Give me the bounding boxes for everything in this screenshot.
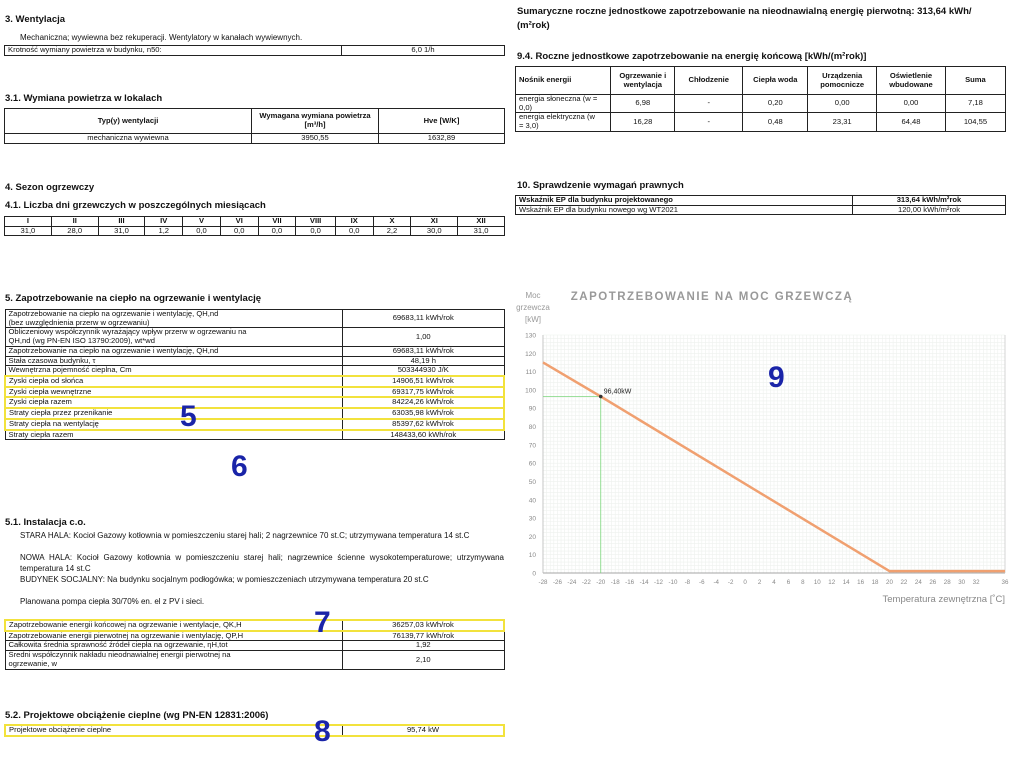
x-tick-label: 36 bbox=[1001, 579, 1009, 586]
table-row bbox=[5, 366, 504, 376]
col-header: Wymagana wymiana powietrza [m³/h] bbox=[252, 109, 379, 134]
table-row bbox=[5, 387, 504, 398]
design-load-table bbox=[4, 724, 505, 737]
row-label-text: = 3,0) bbox=[519, 121, 539, 131]
row-label bbox=[5, 310, 343, 328]
table-cell: 16,28 bbox=[611, 113, 675, 131]
row-value: 120,00 kWh/m²rok bbox=[853, 205, 1006, 215]
row-label-text: Zapotrzebowanie energii końcowej na ogrzewanie i wentylacje, QK,H bbox=[9, 620, 242, 629]
row-label bbox=[5, 366, 343, 376]
month-header: XII bbox=[458, 217, 505, 227]
row-value: 63035,98 kWh/rok bbox=[343, 408, 505, 419]
row-value: 85397,62 kWh/rok bbox=[343, 419, 505, 430]
x-tick-label: -8 bbox=[684, 579, 691, 586]
row-label-text: Całkowita średnia sprawność źródeł ciepła na ogrzewanie, ηH,tot bbox=[8, 640, 228, 650]
x-tick-label: 16 bbox=[857, 579, 865, 586]
x-tick-label: 20 bbox=[886, 579, 893, 586]
month-header: I bbox=[5, 217, 52, 227]
y-tick-label: 110 bbox=[525, 369, 536, 377]
row-label-text: Obliczeniowy współczynnik wyrażający wpływ przerw w ogrzewaniu na bbox=[8, 327, 247, 337]
month-days: 0,0 bbox=[220, 226, 258, 236]
x-tick-label: 6 bbox=[786, 579, 791, 586]
row-value: 1,92 bbox=[343, 641, 505, 651]
y-tick-label: 60 bbox=[528, 460, 536, 468]
section-5-title: 5. Zapotrzebowanie na ciepło na ogrzewanie i wentylację bbox=[5, 293, 262, 304]
y-tick-label: 30 bbox=[528, 515, 536, 523]
section-3-desc: Mechaniczna; wywiewna bez rekuperacji. Wentylatory w kanałach wywiewnych. bbox=[20, 33, 303, 42]
x-tick-label: -24 bbox=[567, 579, 577, 586]
month-days: 0,0 bbox=[296, 226, 336, 236]
section-3-title: 3. Wentylacja bbox=[5, 14, 66, 25]
month-header: III bbox=[98, 217, 145, 227]
x-tick-label: 2 bbox=[757, 579, 762, 586]
energy-demand-table bbox=[4, 619, 505, 670]
x-tick-label: 12 bbox=[828, 579, 836, 586]
y-tick-label: 130 bbox=[525, 332, 536, 340]
table-cell: 0,00 bbox=[877, 95, 946, 113]
heating-days-table bbox=[4, 216, 505, 236]
table-cell: 3950,55 bbox=[252, 134, 379, 144]
x-tick-label: 22 bbox=[900, 579, 908, 586]
table-row bbox=[5, 430, 504, 440]
month-header: V bbox=[183, 217, 221, 227]
row-label-text: energia słoneczna (w = bbox=[519, 94, 598, 103]
table-cell: 0,48 bbox=[743, 113, 808, 131]
x-tick-label: -22 bbox=[581, 579, 591, 586]
section-52-title: 5.2. Projektowe obciążenie cieplne (wg PN-EN 12831:2006) bbox=[5, 710, 269, 721]
row-label-text: Zyski ciepła wewnętrzne bbox=[9, 386, 92, 396]
row-label bbox=[5, 408, 343, 419]
section-41-title: 4.1. Liczba dni grzewczych w poszczególnych miesiącach bbox=[5, 200, 266, 211]
y-tick-label: 20 bbox=[528, 533, 536, 541]
row-label bbox=[5, 387, 343, 398]
table-cell: - bbox=[675, 95, 743, 113]
marker-9: 9 bbox=[768, 361, 785, 394]
table-row bbox=[5, 310, 504, 328]
month-header: IX bbox=[335, 217, 373, 227]
table-row bbox=[516, 196, 1006, 206]
installation-paragraph: BUDYNEK SOCJALNY: Na budynku socjalnym podłogówka; w pomieszczeniach utrzymywana temperatura 20 st.C bbox=[20, 575, 429, 584]
month-days: 0,0 bbox=[335, 226, 373, 236]
row-value: 313,64 kWh/m²rok bbox=[853, 196, 1006, 206]
month-days: 31,0 bbox=[458, 226, 505, 236]
table-cell: 0,00 bbox=[808, 95, 877, 113]
x-tick-label: -2 bbox=[727, 579, 734, 586]
n50-label: Krotność wymiany powietrza w budynku, n50: bbox=[5, 46, 342, 56]
chart-svg bbox=[510, 283, 1022, 608]
header-row bbox=[516, 67, 1006, 95]
y-tick-label: 70 bbox=[528, 442, 536, 450]
marker-6: 6 bbox=[231, 450, 248, 483]
installation-paragraph: Planowana pompa ciepła 30/70% en. el z PV i sieci. bbox=[20, 597, 205, 606]
x-tick-label: 18 bbox=[871, 579, 879, 586]
row-label-text: Zapotrzebowanie energii pierwotnej na ogrzewanie i wentylację, QP,H bbox=[8, 630, 244, 640]
x-tick-label: 24 bbox=[914, 579, 922, 586]
table-cell: 6,98 bbox=[611, 95, 675, 113]
installation-paragraph: NOWA HALA: Kocioł Gazowy kotłownia w pomieszczeniu starej hali; nagrzewnice ścienne wysokotemperaturowe; utrzymywana temperatura 14 st.C bbox=[20, 553, 504, 573]
summary-line-1: Sumaryczne roczne jednostkowe zapotrzebowanie na nieodnawialną energię pierwotną: 313,64 kWh/ bbox=[517, 6, 972, 17]
month-header: XI bbox=[411, 217, 458, 227]
x-tick-label: 28 bbox=[943, 579, 951, 586]
row-label-text: Średni współczynnik nakładu nieodnawialnej energii pierwotnej na bbox=[8, 650, 231, 660]
row-value: 69317,75 kWh/rok bbox=[343, 387, 505, 398]
x-tick-label: 30 bbox=[958, 579, 966, 586]
annotation-label: 96,40kW bbox=[603, 388, 632, 396]
row-label-text: Zyski ciepła razem bbox=[9, 397, 72, 407]
x-tick-label: 8 bbox=[801, 579, 805, 586]
row-label-text: ogrzewanie, w bbox=[8, 658, 58, 668]
row-label-text: Straty ciepła na wentylację bbox=[9, 418, 99, 428]
y-tick-label: 90 bbox=[528, 405, 536, 413]
table-cell: 64,48 bbox=[877, 113, 946, 131]
row-value: 69683,11 kWh/rok bbox=[343, 310, 505, 328]
col-header: Hve [W/K] bbox=[379, 109, 505, 134]
row-label-text: (bez uwzględnienia przerw w ogrzewaniu) bbox=[8, 317, 150, 327]
y-axis-label: [kW] bbox=[525, 315, 541, 324]
x-tick-label: -10 bbox=[668, 579, 678, 586]
y-axis-label: grzewcza bbox=[516, 303, 550, 312]
col-header: Suma bbox=[945, 67, 1005, 95]
table-row bbox=[5, 408, 504, 419]
table-cell: 0,20 bbox=[743, 95, 808, 113]
month-header: X bbox=[373, 217, 411, 227]
x-tick-label: 0 bbox=[743, 579, 747, 586]
row-label-text: Straty ciepła przez przenikanie bbox=[9, 408, 113, 418]
row-value: 148433,60 kWh/rok bbox=[343, 430, 505, 440]
row-value: 48,19 h bbox=[343, 356, 505, 366]
row-label bbox=[5, 430, 343, 440]
month-header: VIII bbox=[296, 217, 336, 227]
row-value: 2,10 bbox=[343, 651, 505, 669]
row-label bbox=[5, 328, 343, 346]
row-label-text: energia elektryczna (w bbox=[519, 112, 595, 122]
row-label-text: Straty ciepła razem bbox=[8, 429, 74, 439]
x-tick-label: 10 bbox=[813, 579, 821, 586]
row-label bbox=[5, 397, 343, 408]
x-tick-label: -16 bbox=[625, 579, 635, 586]
y-tick-label: 50 bbox=[528, 478, 536, 486]
n50-value: 6,0 1/h bbox=[342, 46, 505, 56]
row-value: 1,00 bbox=[343, 328, 505, 346]
legal-check-table bbox=[515, 195, 1006, 215]
row-value: 36257,03 kWh/rok bbox=[343, 620, 505, 631]
table-cell: - bbox=[675, 113, 743, 131]
table-cell: 1632,89 bbox=[379, 134, 505, 144]
final-energy-table bbox=[515, 66, 1006, 132]
installation-paragraph: STARA HALA: Kocioł Gazowy kotłownia w pomieszczeniu starej hali; 2 nagrzewnice 70 st.C; utrzymywana temperatura 14 st.C bbox=[20, 531, 470, 540]
heat-demand-table bbox=[4, 309, 505, 440]
section-31-title: 3.1. Wymiana powietrza w lokalach bbox=[5, 93, 163, 104]
design-load-label: Projektowe obciążenie cieplne bbox=[5, 725, 343, 736]
row-label-text: Zapotrzebowanie na ciepło na ogrzewanie i wentylację, QH,nd bbox=[8, 345, 219, 355]
summary-line-2: (m²rok) bbox=[517, 20, 550, 31]
row-label bbox=[5, 376, 343, 387]
annotation-point bbox=[599, 395, 603, 399]
row-label bbox=[5, 419, 343, 430]
table-cell: 104,55 bbox=[945, 113, 1005, 131]
x-tick-label: -6 bbox=[699, 579, 705, 586]
row-value: 69683,11 kWh/rok bbox=[343, 346, 505, 356]
row-value: 84224,26 kWh/rok bbox=[343, 397, 505, 408]
month-days: 31,0 bbox=[98, 226, 145, 236]
table-row bbox=[5, 620, 504, 631]
row-label: Wskaźnik EP dla budynku projektowanego bbox=[516, 196, 853, 206]
y-tick-label: 80 bbox=[528, 424, 536, 432]
row-label-text: Stała czasowa budynku, τ bbox=[8, 355, 96, 365]
design-load-value: 95,74 kW bbox=[343, 725, 505, 736]
table-cell: 23,31 bbox=[808, 113, 877, 131]
month-days: 30,0 bbox=[411, 226, 458, 236]
x-tick-label: 4 bbox=[772, 579, 776, 586]
section-4-title: 4. Sezon ogrzewczy bbox=[5, 182, 95, 193]
ventilation-table bbox=[4, 45, 505, 56]
x-tick-label: -12 bbox=[654, 579, 663, 586]
table-row bbox=[5, 328, 504, 346]
col-header: Oświetlenie wbudowane bbox=[877, 67, 946, 95]
month-days: 2,2 bbox=[373, 226, 411, 236]
table-row bbox=[5, 651, 504, 669]
month-header: VI bbox=[220, 217, 258, 227]
row-label-text: Zapotrzebowanie na ciepło na ogrzewanie i wentylację, QH,nd bbox=[8, 309, 219, 318]
month-days: 28,0 bbox=[51, 226, 98, 236]
x-tick-label: 32 bbox=[972, 579, 980, 586]
marker-5: 5 bbox=[180, 400, 197, 433]
x-axis-label: Temperatura zewnętrzna [˚C] bbox=[882, 594, 1005, 605]
row-label bbox=[516, 95, 611, 113]
table-row bbox=[516, 205, 1006, 215]
row-value: 14906,51 kWh/rok bbox=[343, 376, 505, 387]
month-header: II bbox=[51, 217, 98, 227]
section-94-title: 9.4. Roczne jednostkowe zapotrzebowanie na energię końcową [kWh/(m²rok)] bbox=[517, 51, 867, 62]
row-label-text: Zyski ciepła od słońca bbox=[9, 376, 84, 386]
month-header: IV bbox=[145, 217, 183, 227]
col-header: Urządzenia pomocnicze bbox=[808, 67, 877, 95]
section-51-title: 5.1. Instalacja c.o. bbox=[5, 517, 86, 528]
row-value: 76139,77 kWh/rok bbox=[343, 631, 505, 641]
col-header: Ogrzewanie i wentylacja bbox=[611, 67, 675, 95]
table-row bbox=[516, 113, 1006, 131]
table-cell: mechaniczna wywiewna bbox=[5, 134, 252, 144]
y-tick-label: 120 bbox=[525, 350, 536, 358]
month-header: VII bbox=[258, 217, 296, 227]
col-header: Nośnik energii bbox=[516, 67, 611, 95]
row-label bbox=[5, 651, 343, 669]
x-tick-label: -26 bbox=[552, 579, 562, 586]
col-header: Ciepła woda bbox=[743, 67, 808, 95]
col-header: Chłodzenie bbox=[675, 67, 743, 95]
row-label bbox=[5, 346, 343, 356]
y-axis-label: Moc bbox=[525, 291, 541, 300]
y-tick-label: 10 bbox=[528, 552, 536, 560]
table-row bbox=[5, 631, 504, 641]
row-label bbox=[5, 620, 343, 631]
heating-power-chart bbox=[510, 283, 1022, 608]
marker-7: 7 bbox=[314, 606, 331, 639]
table-row bbox=[5, 376, 504, 387]
row-label bbox=[5, 631, 343, 641]
air-exchange-table bbox=[4, 108, 505, 144]
month-days: 31,0 bbox=[5, 226, 52, 236]
section-10-title: 10. Sprawdzenie wymagań prawnych bbox=[517, 180, 684, 191]
month-days: 1,2 bbox=[145, 226, 183, 236]
y-tick-label: 40 bbox=[528, 497, 536, 505]
month-days: 0,0 bbox=[258, 226, 296, 236]
month-days: 0,0 bbox=[183, 226, 221, 236]
row-label: Wskaźnik EP dla budynku nowego wg WT2021 bbox=[516, 205, 853, 215]
x-tick-label: -14 bbox=[639, 579, 649, 586]
x-tick-label: 26 bbox=[929, 579, 937, 586]
x-tick-label: 14 bbox=[842, 579, 850, 586]
y-tick-label: 0 bbox=[532, 570, 536, 578]
row-label-text: 0,0) bbox=[519, 102, 533, 112]
x-tick-label: -4 bbox=[713, 579, 720, 586]
table-row bbox=[5, 397, 504, 408]
row-label bbox=[516, 113, 611, 131]
table-row bbox=[5, 346, 504, 356]
marker-8: 8 bbox=[314, 715, 331, 748]
y-tick-label: 100 bbox=[525, 387, 536, 395]
x-tick-label: -18 bbox=[610, 579, 620, 586]
table-row bbox=[5, 419, 504, 430]
row-value: 503344930 J/K bbox=[343, 366, 505, 376]
col-header: Typ(y) wentylacji bbox=[5, 109, 252, 134]
row-label-text: Wewnętrzna pojemność cieplna, Cm bbox=[8, 365, 132, 375]
row-label-text: QH,nd (wg PN-EN ISO 13790:2009), wt*wd bbox=[8, 336, 155, 346]
x-tick-label: -20 bbox=[596, 579, 606, 586]
table-cell: 7,18 bbox=[945, 95, 1005, 113]
chart-title: ZAPOTRZEBOWANIE NA MOC GRZEWCZĄ bbox=[570, 291, 854, 303]
x-tick-label: -28 bbox=[538, 579, 548, 586]
table-row bbox=[516, 95, 1006, 113]
